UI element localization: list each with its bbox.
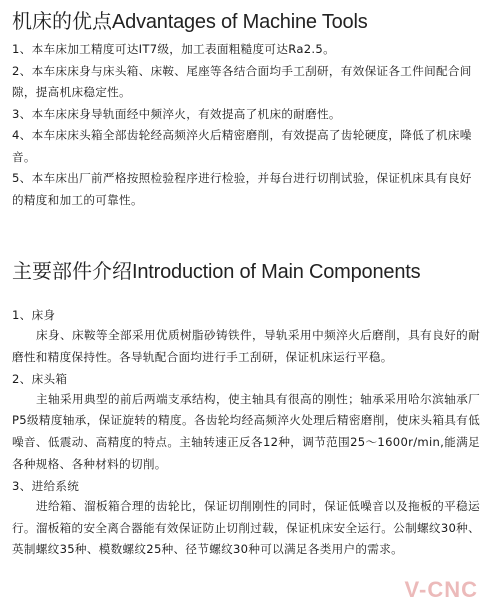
component-text-feed-system: 进给箱、溜板箱合理的齿轮比，保证切削刚性的同时，保证低噪音以及拖板的平稳运行。溜板箱的安全离合器能有效保证防止切削过载，保证机床安全运行。公制螺纹30种、英制螺纹35种、模数螺纹25种、径节螺纹30种可以满足各类用户的需求。 — [12, 498, 480, 557]
component-heading-bed: 1、床身 — [12, 308, 56, 322]
advantage-item-1: 1、本车床加工精度可达IT7级，加工表面粗糙度可达Ra2.5。 — [12, 42, 335, 56]
components-title — [12, 256, 480, 287]
advantage-item-3: 3、本车床床身导轨面经中频淬火，有效提高了机床的耐磨性。 — [12, 106, 341, 121]
component-heading-feed-system: 3、进给系统 — [12, 478, 80, 493]
components-section — [12, 256, 480, 561]
advantage-item-2: 2、本车床床身与床头箱、床鞍、尾座等各结合面均手工刮研，有效保证各工件间配合间隙，提高机床稳定性。 — [12, 63, 472, 99]
advantages-list — [12, 39, 480, 211]
advantages-title-zh: 机床的优点 — [12, 9, 112, 33]
advantage-item-4: 4、本车床床头箱全部齿轮经高频淬火后精密磨削，有效提高了齿轮硬度，降低了机床噪音。 — [12, 128, 472, 164]
component-text-headstock: 主轴采用典型的前后两端支承结构，使主轴具有很高的刚性；轴承采用哈尔滨轴承厂P5级精度轴承，保证旋转的精度。各齿轮均经高频淬火处理后精密磨削，使床头箱具有低噪音、低震动、高精度的特点。主轴转速正反各12种，调节范围25～1600r/min,能满足各种规格、各种材料的切削。 — [12, 391, 480, 471]
component-heading-headstock: 2、床头箱 — [12, 371, 68, 386]
advantage-item-5: 5、本车床出厂前严格按照检验程序进行检验，并每台进行切削试验，保证机床具有良好的精度和加工的可靠性。 — [12, 171, 472, 207]
components-title-zh: 主要部件介绍 — [12, 259, 132, 283]
advantages-title — [12, 6, 480, 37]
advantages-section — [12, 6, 480, 211]
components-body — [12, 305, 480, 561]
advantages-title-en: Advantages of Machine Tools — [112, 11, 368, 33]
component-text-bed: 床身、床鞍等全部采用优质树脂砂铸铁件，导轨采用中频淬火后磨削，具有良好的耐磨性和精度保持性。各导轨配合面均进行手工刮研，保证机床运行平稳。 — [12, 328, 480, 364]
vcnc-watermark-logo: V-CNC — [404, 577, 478, 602]
components-title-en: Introduction of Main Components — [132, 261, 421, 283]
